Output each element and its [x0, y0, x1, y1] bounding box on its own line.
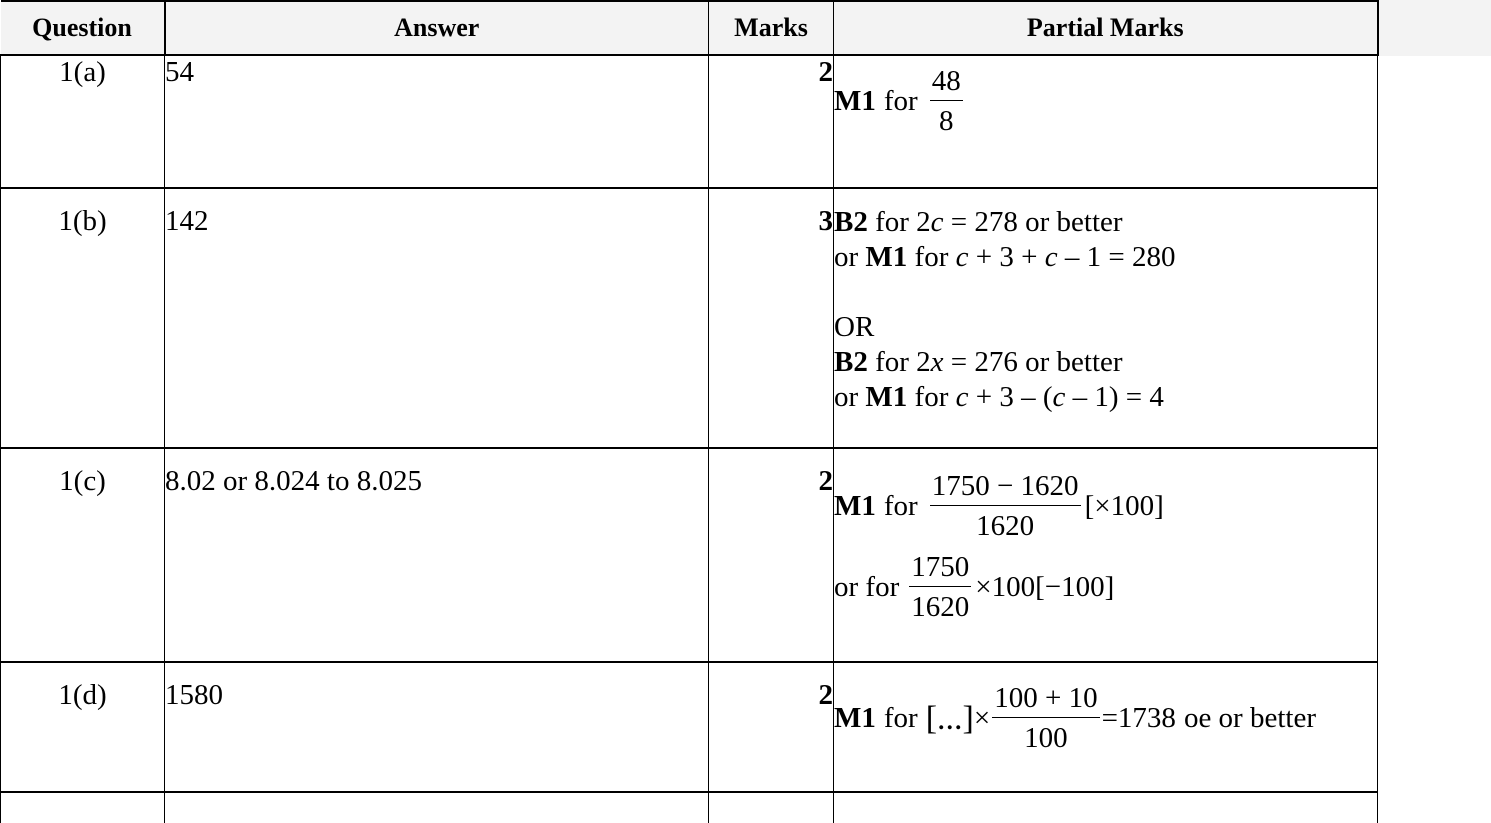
partial-text: = 276 or better: [943, 346, 1123, 378]
header-partial-marks: Partial Marks: [834, 1, 1378, 55]
answer-cell: [165, 792, 709, 823]
fraction: [930, 62, 963, 141]
table-row: [1, 188, 1378, 448]
partial-marks-cell: [834, 448, 1378, 662]
mark-code: M1: [834, 490, 876, 522]
variable: c: [955, 241, 969, 273]
fraction-numerator: 1750: [909, 548, 971, 587]
partial-marks-cell: [834, 55, 1378, 188]
partial-text: – 1) = 4: [1065, 381, 1164, 413]
answer-cell: 8.02 or 8.024 to 8.025: [165, 448, 709, 662]
fraction: [930, 467, 1081, 546]
partial-line: [834, 548, 1377, 627]
partial-text: – 1 = 280: [1057, 241, 1176, 273]
for-text: for: [883, 85, 918, 117]
fraction-numerator: 48: [930, 62, 963, 101]
fraction-denominator: 8: [938, 105, 954, 137]
partial-text: or: [834, 241, 866, 273]
variable: c: [955, 381, 969, 413]
fraction: [909, 548, 971, 627]
marks-cell: 2: [709, 662, 834, 792]
variable: c: [1052, 381, 1066, 413]
header-question: Question: [1, 1, 165, 55]
question-cell: [1, 792, 165, 823]
partial-text: for 2: [867, 346, 931, 378]
fraction-denominator: 1620: [976, 510, 1035, 542]
header-extension: [1376, 0, 1491, 56]
fraction-denominator: 1620: [911, 591, 970, 623]
marks-cell: 3: [709, 188, 834, 448]
variable: c: [1044, 241, 1058, 273]
partial-line: [834, 345, 1377, 380]
partial-text: for: [907, 381, 956, 413]
table-row: [1, 792, 1378, 823]
for-text: for: [883, 490, 918, 522]
question-cell: 1(a): [1, 55, 165, 188]
partial-line: OR: [834, 311, 875, 343]
mark-code: B2: [834, 346, 868, 378]
partial-text: =1738: [1101, 702, 1176, 734]
partial-line: [834, 467, 1377, 546]
answer-cell: 142: [165, 188, 709, 448]
question-cell: 1(b): [1, 188, 165, 448]
header-row: [1, 1, 1378, 55]
partial-text: ×100[−100]: [975, 571, 1115, 603]
partial-marks-cell: [834, 188, 1378, 448]
variable: x: [930, 346, 944, 378]
for-text: for: [883, 702, 918, 734]
partial-text: or: [834, 381, 866, 413]
mark-code: M1: [865, 381, 908, 413]
partial-marks-cell: [834, 662, 1378, 792]
mark-code: M1: [834, 702, 876, 734]
fraction-numerator: 1750 − 1620: [930, 467, 1081, 506]
partial-text: + 3 +: [968, 241, 1045, 273]
header-marks: Marks: [709, 1, 834, 55]
partial-text: or for: [834, 571, 900, 603]
bracket-text: [...]: [925, 699, 974, 737]
partial-line: [834, 240, 1377, 275]
partial-text: = 278 or better: [943, 206, 1123, 238]
partial-line: [834, 380, 1377, 415]
question-cell: 1(d): [1, 662, 165, 792]
partial-text: oe or better: [1183, 702, 1316, 734]
partial-line: [834, 679, 1377, 758]
fraction-numerator: 100 + 10: [992, 679, 1099, 718]
partial-text: for: [907, 241, 956, 273]
table-row: [1, 662, 1378, 792]
variable: c: [930, 206, 944, 238]
mark-code: B2: [834, 206, 868, 238]
fraction: [992, 679, 1099, 758]
times-symbol: ×: [973, 702, 991, 734]
partial-line: [834, 205, 1377, 240]
marks-cell: 2: [709, 55, 834, 188]
question-cell: 1(c): [1, 448, 165, 662]
marks-cell: 2: [709, 448, 834, 662]
partial-text: for 2: [875, 206, 931, 238]
header-answer: Answer: [165, 1, 709, 55]
partial-text: + 3 – (: [968, 381, 1053, 413]
table-row: [1, 55, 1378, 188]
mark-code: M1: [834, 85, 876, 117]
answer-cell: 1580: [165, 662, 709, 792]
partial-text: [×100]: [1084, 490, 1164, 522]
marks-cell: [709, 792, 834, 823]
answer-cell: 54: [165, 55, 709, 188]
mark-code: M1: [865, 241, 908, 273]
fraction-denominator: 100: [1024, 722, 1068, 754]
partial-marks-cell: [834, 792, 1378, 823]
partial-line: [834, 62, 1377, 141]
table-row: [1, 448, 1378, 662]
